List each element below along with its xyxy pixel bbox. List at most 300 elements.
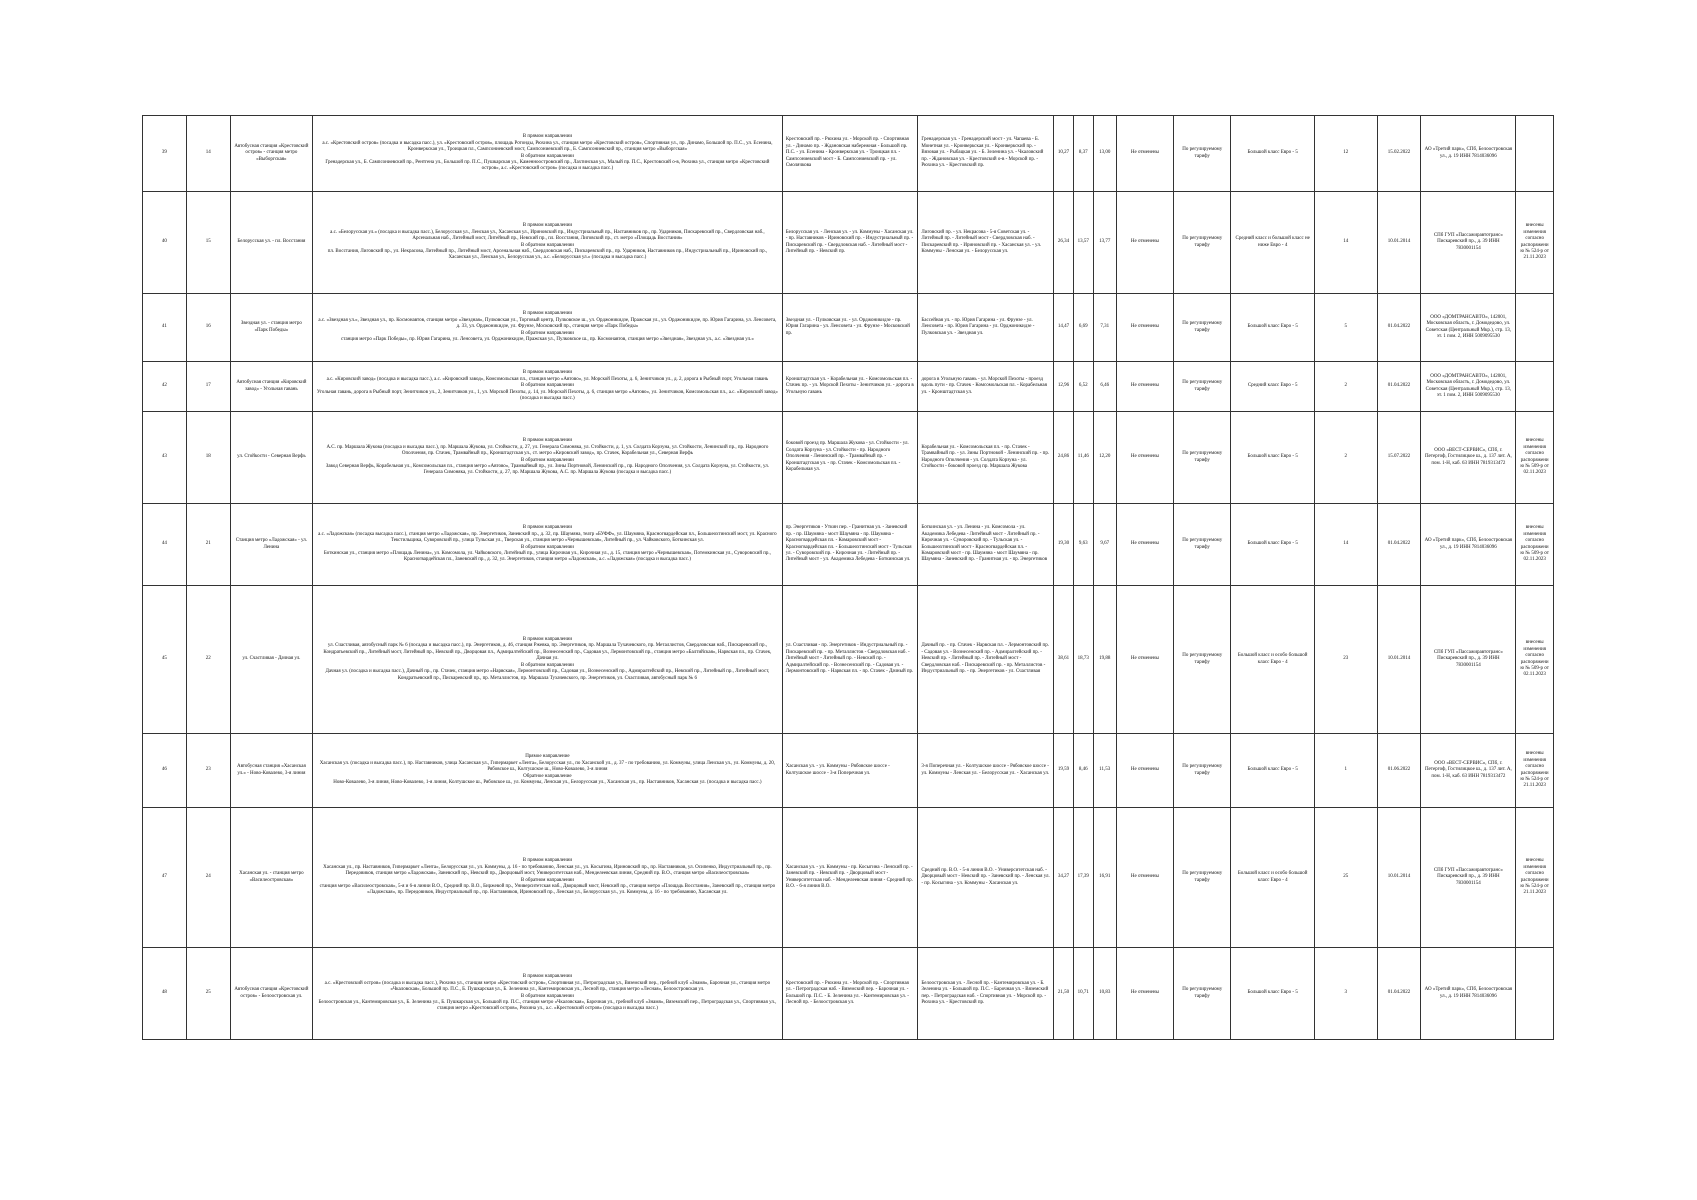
row-number-cell [143, 504, 187, 586]
vehicle-class: Большой класс и особо большой класс Евро - 4 [1237, 871, 1308, 883]
length-forward: 19,30 [1057, 541, 1070, 547]
vehicle-count: 14 [1343, 541, 1349, 547]
length-backward: 6,69 [1078, 324, 1088, 330]
route-number-cell [186, 192, 230, 294]
route-name-cell [230, 412, 312, 504]
length-backward: 8,37 [1078, 150, 1088, 156]
route-number: 22 [205, 656, 211, 662]
route-path-cell [313, 116, 783, 192]
start-date-cell [1377, 192, 1421, 294]
carrier: СПб ГУП «Пассажиравтотранс» Пискаревский пр., д. 39 ИНН 7830001154 [1433, 649, 1503, 668]
path-backward-stops: Ново-Ковалево, 3-я линия, Ново-Ковалево, 1-я линия, Колтушское ш., Рябовское ш., ул. Коммуны, Ленская ул., Белорусская ул., Хасанская ул., пр. Наставников, Хасанская ул. (посадка и высадка пасс.) [333, 780, 762, 786]
path-forward-stops: а.с. «Ладожская» (посадка высадка пасс.), станция метро «Ладожская», пр. Энергетиков, Заневский пр., д. 32, пр. Шаумяна, театр «БУФФ», ул. Шаумяна, Красногвардейская пл., Большеохтинский мост, ул. Красного Текстильщика, Суворовский пр., улица Тульская ул., Тверская ул., станция метро «Чернышевская», Литейный пр., ул. Чайковского, Боткинская ул. [318, 531, 777, 544]
streets-backward: Боткинская ул. - ул. Ленина - ул. Комсомола - ул. Академика Лебедева - Литейный мост - Литейный пр. - Кирочная ул. - Суворовский пр. - Тульская ул. - Большеохтинский мост - Красногвардейская пл. - Комаровский мост - пр. Шаумяна - мост Шаумяна - пр. Шаумяна - Заневский пр. - Гранитная ул. - пр. Энергетиков [921, 525, 1048, 563]
vehicle-class: Большой класс Евро - 5 [1247, 541, 1298, 547]
vehicle-class: Большой класс Евро - 5 [1247, 767, 1298, 773]
path-backward-stops: станция метро «Парк Победы», пр. Юрия Гагарина, ул. Ленсовета, ул. Орджоникидзе, Пражская ул., Пулковское ш., пр. Космонавтов, станция метро «Звездная», Звездная ул., а.с. «Звездная ул.» [340, 337, 754, 343]
route-number: 17 [205, 383, 211, 389]
route-number: 14 [205, 150, 211, 156]
route-path-cell [313, 412, 783, 504]
streets-backward-cell [918, 586, 1054, 734]
note-cell [1516, 362, 1554, 412]
carrier: ООО «ВЕСТ-СЕРВИС», СПб, г. Петергоф, Гостилицкое ш., д. 137 лит. А, пом. 1-Н, каб. 63 ИНН 7819313472 [1424, 447, 1512, 466]
row-number-cell [143, 294, 187, 362]
length-backward-cell [1073, 116, 1093, 192]
start-date-cell [1377, 362, 1421, 412]
route-name: Автобусная станция «Крестовский остров» - станция метро «Выборгская» [234, 143, 309, 162]
stops-status: Не отменены [1130, 767, 1159, 773]
length-forward: 19,59 [1057, 767, 1070, 773]
streets-backward: дорога в Угольную гавань - ул. Морской Пехоты - проезд вдоль пути - пр. Стачек - Комсомольская пл. - Корабельная ул. - Кронштадтская ул. [921, 376, 1047, 395]
path-backward-stops: Боткинская ул., станция метро «Площадь Ленина», ул. Комсомола, ул. Чайковского, Литейный пр., улица Кирочная ул., Кирочная ул., д. 15, станция метро «Чернышевская», Потемкинская ул., Суворовский пр., Красногвардейская пл., Заневский пр., д. 32, ул. Энергетиков, станция метро «Ладожская», а.с. «Ладожская» (посадка и высадка пасс.) [323, 550, 771, 563]
path-backward-heading: В обратном направлении [520, 993, 574, 999]
length-backward-cell [1073, 734, 1093, 808]
vehicle-count: 2 [1344, 454, 1347, 460]
row-number-cell [143, 362, 187, 412]
tariff-cell [1174, 412, 1231, 504]
start-date: 01.06.2022 [1387, 767, 1411, 773]
path-forward-stops: а.с. «Кировский завод» (посадка и высадка пасс.), а.с. «Кировский завод», Комсомольская пл., станция метро «Автово», ул. Морской Пехоты, д. 6, Зенитчиков ул., д. 2, дорога в Рыбный порт, Угольная гавань [326, 376, 769, 382]
length-forward-cell [1054, 504, 1074, 586]
length-forward-cell [1054, 294, 1074, 362]
route-name: Звездная ул. - станция метро «Парк Победы» [240, 321, 302, 333]
length-forward-cell [1054, 412, 1074, 504]
stops-status: Не отменены [1130, 541, 1159, 547]
vehicle-class-cell [1231, 294, 1314, 362]
length-backward: 11,46 [1077, 454, 1089, 460]
streets-backward: Гренадерская ул. - Гренадерский мост - ул. Чапаева - Б. Монетная ул. - Кронверкская ул. - Кронверкский пр. - Вязовая ул. - Рыбацкая ул. - Б. Зеленина ул. - Чкаловский пр. - Ждановская ул. - Крестовский о-в - Морской пр. - Рюхина ул. - Крестовский пр. [921, 137, 1044, 169]
route-path-cell [313, 192, 783, 294]
streets-forward: Звездная ул. - Пулковская ул. - ул. Орджоникидзе - пр. Юрия Гагарина - ул. Ленсовета - ул. Фрунзе - Московский пр. [785, 317, 910, 336]
length-backward: 13,57 [1077, 239, 1089, 245]
route-name: ул. Счастливая - Дачная ул. [242, 656, 301, 662]
vehicle-count-cell [1314, 586, 1377, 734]
note-cell [1516, 192, 1554, 294]
vehicle-class-cell [1231, 734, 1314, 808]
route-name-cell [230, 192, 312, 294]
route-path-cell [313, 734, 783, 808]
length-total-cell [1093, 808, 1116, 948]
note: внесены изменения согласно распоряжению № 509-р от 02.11.2023 [1520, 525, 1549, 563]
length-total-cell [1093, 948, 1116, 1040]
streets-forward-cell [782, 116, 918, 192]
streets-forward: пр. Энергетиков - Уткин пер. - Гранитная ул. - Заневский пр. - пр. Шаумяна - мост Шаумяна - пр. Шаумяна - Красногвардейская пл. - Комаровский мост - Красногвардейская пл. - Большеохтинский мост - Тульская ул. - Суворовский пр. - Кирочная ул. - Литейный пр. - Литейный мост - ул. Академика Лебедева - Боткинская ул. [785, 525, 912, 563]
vehicle-count-cell [1314, 294, 1377, 362]
length-total: 11,53 [1099, 767, 1111, 773]
tariff-cell [1174, 362, 1231, 412]
routes-table-body [143, 116, 1554, 1040]
row-number: 43 [161, 454, 167, 460]
table-row [143, 808, 1554, 948]
table-row [143, 412, 1554, 504]
table-row [143, 362, 1554, 412]
stops-status-cell [1116, 734, 1173, 808]
note-cell [1516, 294, 1554, 362]
stops-status: Не отменены [1130, 324, 1159, 330]
note-cell [1516, 412, 1554, 504]
streets-backward-cell [918, 948, 1054, 1040]
path-backward-stops: Угольная гавань, дорога в Рыбный порт, Зенитчиков ул., 2, Зенитчиков ул., 1, ул. Морской Пехоты, д. 14, ул. Морской Пехоты, д. 6, станция метро «Автово», ул. Зенитчиков, Комсомольская пл., а.с. «Кировский завод» (посадка и высадка пасс.) [316, 389, 778, 402]
length-forward: 14,47 [1057, 324, 1070, 330]
streets-backward: 3-я Поперечная ул. - Колтушское шоссе - Рябовское шоссе - ул. Коммуны - Ленская ул. - Белорусская ул. - Хасанская ул. [921, 764, 1050, 776]
stops-status-cell [1116, 808, 1173, 948]
length-backward-cell [1073, 586, 1093, 734]
streets-forward-cell [782, 294, 918, 362]
stops-status: Не отменены [1130, 383, 1159, 389]
vehicle-count-cell [1314, 192, 1377, 294]
carrier-cell [1421, 586, 1516, 734]
route-number-cell [186, 586, 230, 734]
route-name: Белорусская ул. - пл. Восстания [237, 239, 306, 245]
vehicle-count: 25 [1343, 874, 1349, 880]
length-total-cell [1093, 504, 1116, 586]
path-backward-heading: В обратном направлении [520, 153, 574, 159]
path-forward-heading: В прямом направлении [522, 223, 573, 229]
start-date-cell [1377, 808, 1421, 948]
vehicle-count-cell [1314, 116, 1377, 192]
vehicle-count-cell [1314, 948, 1377, 1040]
start-date-cell [1377, 116, 1421, 192]
route-path-cell [313, 586, 783, 734]
path-forward-heading: В прямом направлении [522, 134, 573, 140]
length-total-cell [1093, 362, 1116, 412]
vehicle-class: Большой класс Евро - 5 [1247, 150, 1298, 156]
path-forward-heading: В прямом направлении [522, 311, 573, 317]
length-backward-cell [1073, 412, 1093, 504]
vehicle-count-cell [1314, 504, 1377, 586]
stops-status-cell [1116, 412, 1173, 504]
vehicle-count-cell [1314, 412, 1377, 504]
start-date-cell [1377, 504, 1421, 586]
streets-forward-cell [782, 504, 918, 586]
start-date-cell [1377, 412, 1421, 504]
route-path-cell [313, 808, 783, 948]
tariff-cell [1174, 116, 1231, 192]
route-number: 25 [205, 990, 211, 996]
route-path-cell [313, 362, 783, 412]
note: внесены изменения согласно распоряжению № 524-р от 21.11.2023 [1520, 858, 1549, 896]
carrier: АО «Третий парк», СПб, Белоостровская ул., д. 19 ИНН 7814036096 [1424, 147, 1513, 159]
vehicle-class-cell [1231, 948, 1314, 1040]
tariff-cell [1174, 294, 1231, 362]
route-number-cell [186, 504, 230, 586]
vehicle-class-cell [1231, 412, 1314, 504]
tariff-cell [1174, 948, 1231, 1040]
streets-forward-cell [782, 948, 918, 1040]
stops-status: Не отменены [1130, 150, 1159, 156]
path-backward-stops: Завод Северная Верфь, Корабельная ул., Комсомольская пл., станция метро «Автово», Трамвайный пр., ул. Зины Портновой, Ленинский пр., пр. Народного Ополчения, ул. Солдата Корзуна, ул. Стойкости, ул. Генерала Симоняка, ул. Стойкости, д. 27, пр. Маршала Жукова, А.С. пр. Маршала Жукова (посадка и высадка пасс.) [325, 463, 769, 476]
path-forward-stops: а.с. «Крестовский остров» (посадка и высадка пасс.), Рюхина ул., станция метро «Крестовский остров», Спортивная ул., Петроградская ул., Вяземский пер., гребной клуб «Знамя», Барочная ул., станция метро «Чкаловская», Большой пр. П.С., Б. Пушкарская ул., Б. Зеленина ул., Кантемировская ул., Лесной пр., станция метро «Лесная», Белоостровская ул. [324, 980, 771, 993]
start-date: 10.01.2014 [1387, 239, 1411, 245]
tariff-cell [1174, 504, 1231, 586]
stops-status: Не отменены [1130, 239, 1159, 245]
path-backward-stops: Белоостровская ул., Кантемировская ул., Б. Зеленина ул., Б. Пушкарская ул., Большой пр. П.С., станция метро «Чкаловская», Барочная ул., гребной клуб «Знамя», Вяземский пер., Петроградская ул., Спортивная ул., станция метро «Крестовский остров», Рюхина ул., а.с. «Крестовский остров» (посадка и высадка пасс.) [318, 999, 777, 1012]
path-forward-stops: А.С. пр. Маршала Жукова (посадка и высадка пасс.), пр. Маршала Жукова, ул. Стойкости, д. 27, ул. Генерала Симоняка, ул. Стойкости, д. 1, ул. Солдата Корзуна, ул. Стойкости, Ленинский пр., пр. Народного Ополчения, пр. Стачек, Трамвайный пр., Кронштадтская ул., ст. метро «Кировский завод», пр. Стачек, Корабельная ул., Северная Верфь [326, 444, 769, 457]
path-backward-heading: В обратном направлении [520, 662, 574, 668]
route-name-cell [230, 362, 312, 412]
carrier-cell [1421, 412, 1516, 504]
row-number-cell [143, 586, 187, 734]
path-forward-heading: В прямом направлении [522, 525, 573, 531]
carrier-cell [1421, 808, 1516, 948]
vehicle-class: Большой класс Евро - 5 [1247, 324, 1298, 330]
route-name: Станция метро «Ладожская» - ул. Ленина [235, 538, 308, 550]
length-total: 13,00 [1099, 150, 1111, 156]
row-number-cell [143, 116, 187, 192]
tariff: По регулируемому тарифу [1182, 871, 1223, 883]
stops-status-cell [1116, 504, 1173, 586]
path-forward-stops: а.с. «Крестовский остров» (посадка и высадка пасс.), ул. «Крестовский остров», площадь Ротонды, Рюхина ул., станция метро «Крестовский остров», Спортивная ул., пр. Динамо, Большой пр. П.С., ул. Есенина, Кронверкская ул., Троицкая пл., Сампсониевский мост, Сампсониевский пр., Б. Сампсониевский пр., станция метро «Выборгская» [322, 140, 773, 153]
path-forward-heading: В прямом направлении [522, 637, 573, 643]
stops-status: Не отменены [1130, 874, 1159, 880]
length-backward: 6,52 [1078, 383, 1088, 389]
vehicle-count: 14 [1343, 239, 1349, 245]
length-backward-cell [1073, 294, 1093, 362]
start-date: 01.04.2022 [1387, 541, 1411, 547]
route-number: 16 [205, 324, 211, 330]
streets-backward-cell [918, 192, 1054, 294]
table-row [143, 586, 1554, 734]
path-forward-stops: Хасанская ул., пр. Наставников, Гипермаркет «Лента», Белорусская ул., ул. Коммуны, д. 16 - по требованию, Ленская ул., ул. Косыгина, Ириновский пр., пр. Наставников, ул. Осипенко, Индустриальный пр., пр. Передовиков, станция метро «Ладожская», Заневский пр., Невский пр., Дворцовый мост, Университетская наб., Менделеевская линия, Средний пр. В.О., станция метро «Василеостровская» [323, 864, 772, 877]
route-number: 24 [205, 874, 211, 880]
path-backward-stops: Гренадерская ул., Б. Сампсониевский пр., Рентгена ул., Большой пр. П.С., Пушкарская ул., Каменноостровский пр., Лахтинская ул., Малый пр. П.С., Крестовский о-в, Рюхина ул., станция метро «Крестовский остров», а.с. «Крестовский остров» (посадка и высадка пасс.) [325, 159, 770, 172]
streets-forward: Крестовский пр. - Рюхина ул. - Морской пр. - Спортивная ул. - Динамо пр. - Ждановская набережная - Большой пр. П.С. - ул. Есенина - Кронверкская ул. - Троицкая пл. - Сампсониевский мост - Б. Сампсониевский пр. - ул. Смолячкова [785, 137, 909, 169]
row-number: 41 [161, 324, 167, 330]
path-forward-stops: Хасанская ул. (посадка и высадка пасс.), пр. Наставников, улица Хасанская ул., Гипермаркет «Лента», Белорусская ул., по Хасанской ул., д. 37 - по требованию, ул. Коммуны, улица Ленская ул., ул. Коммуны, д. 20, Рябовское ш., Колтушское ш., Ново-Ковалево, 3-я линия [319, 760, 776, 773]
tariff: По регулируемому тарифу [1182, 653, 1223, 665]
start-date: 15.02.2022 [1387, 150, 1411, 156]
streets-forward: Хасанская ул. - ул. Коммуны - Рябовское шоссе - Колтушское шоссе - 3-я Поперечная ул. [785, 764, 890, 776]
row-number: 42 [161, 383, 167, 389]
length-total-cell [1093, 586, 1116, 734]
streets-forward: Кронштадтская ул. - Корабельная ул. - Комсомольская пл. - Стачек пр. - ул. Морской Пехоты - Зенитчиков ул. - дорога в Угольную гавань [785, 376, 914, 395]
vehicle-count: 12 [1343, 150, 1349, 156]
stops-status-cell [1116, 586, 1173, 734]
route-number: 23 [205, 767, 211, 773]
length-forward-cell [1054, 116, 1074, 192]
length-total-cell [1093, 192, 1116, 294]
streets-backward-cell [918, 116, 1054, 192]
length-backward-cell [1073, 192, 1093, 294]
path-forward-stops: ул. Счастливая, автобусный парк № 6 (посадка и высадка пасс.), пр. Энергетиков, д. 46, станция Ржевка, пр. Энергетиков, пр. Маршала Тухачевского, пр. Металлистов, Свердловская наб., Пискаревский пр., Кондратьевский пр., Литейный мост, Литейный пр., Невский пр., Дворцовая пл., Адмиралтейский пр., Вознесенский пр., Садовая ул., Лермонтовский пр., станция метро «Балтийская», Нарвская пл., пр. Стачек, Дачная ул. [323, 643, 772, 662]
note: внесены изменения согласно распоряжению № 509-р от 02.11.2023 [1520, 640, 1549, 678]
tariff: По регулируемому тарифу [1182, 321, 1223, 333]
tariff: По регулируемому тарифу [1182, 236, 1223, 248]
row-number: 46 [161, 767, 167, 773]
carrier-cell [1421, 734, 1516, 808]
length-total: 10,83 [1099, 990, 1111, 996]
table-row [143, 116, 1554, 192]
vehicle-class: Большой класс Евро - 5 [1247, 454, 1298, 460]
tariff-cell [1174, 192, 1231, 294]
streets-backward-cell [918, 504, 1054, 586]
route-number-cell [186, 362, 230, 412]
vehicle-count-cell [1314, 734, 1377, 808]
length-total-cell [1093, 734, 1116, 808]
length-forward: 24,86 [1057, 454, 1070, 460]
tariff: По регулируемому тарифу [1182, 538, 1223, 550]
note-cell [1516, 586, 1554, 734]
streets-forward-cell [782, 586, 918, 734]
streets-backward-cell [918, 412, 1054, 504]
note-cell [1516, 734, 1554, 808]
streets-backward: Дачный пр. - пр. Стачек - Нарвская пл. - Лермонтовский пр. - Садовая ул. - Вознесенский пр. - Адмиралтейский пр. - Невский пр. - Литейный пр. - Литейный мост - Свердловская наб. - Пискаревский пр. - пр. Металлистов - Индустриальный пр. - пр. Энергетиков - ул. Счастливая [921, 643, 1049, 675]
length-total: 6,46 [1100, 383, 1110, 389]
route-path-cell [313, 948, 783, 1040]
stops-status: Не отменены [1130, 990, 1159, 996]
vehicle-count-cell [1314, 362, 1377, 412]
streets-backward: Бассейная ул. - пр. Юрия Гагарина - ул. Фрунзе - ул. Ленсовета - пр. Юрия Гагарина - ул. Орджоникидзе - Пулковская ул. - Звездная ул. [921, 317, 1035, 336]
carrier-cell [1421, 192, 1516, 294]
length-backward-cell [1073, 362, 1093, 412]
carrier-cell [1421, 504, 1516, 586]
route-name-cell [230, 948, 312, 1040]
note: внесены изменения согласно распоряжению № 509-р от 02.11.2023 [1520, 438, 1549, 476]
row-number-cell [143, 412, 187, 504]
vehicle-class: Большой класс Евро - 5 [1247, 990, 1298, 996]
streets-forward: Крестовский пр. - Рюхина ул. - Морской пр. - Спортивная ул. - Петроградская наб. - Вяземский пер. - Барочная ул. - Большой пр. П.С. - Б. Зеленина ул. - Кантемировская ул. - Лесной пр. - Белоостровская ул. [785, 980, 909, 1005]
length-total-cell [1093, 294, 1116, 362]
carrier-cell [1421, 116, 1516, 192]
stops-status-cell [1116, 192, 1173, 294]
table-row [143, 294, 1554, 362]
streets-backward: Белоостровская ул. - Лесной пр. - Кантемировская ул. - Б. Зеленина ул. - Большой пр. П.С. - Барочная ул. - Вяземский пер. - Петроградская наб. - Спортивная ул. - Морской пр. - Рюхина ул. - Крестовский пр. [921, 980, 1049, 1005]
routes-table [142, 115, 1554, 1040]
vehicle-count: 3 [1344, 990, 1347, 996]
carrier: ООО «ВЕСТ-СЕРВИС», СПб, г. Петергоф, Гостилицкое ш., д. 137 лит. А, пом. 1-Н, каб. 63 ИНН 7819313472 [1424, 760, 1512, 779]
path-forward-heading: В прямом направлении [522, 858, 573, 864]
length-total-cell [1093, 116, 1116, 192]
length-backward: 18,73 [1077, 656, 1089, 662]
note: внесены изменения согласно распоряжению № 524-р от 21.11.2023 [1520, 223, 1549, 261]
streets-forward: Белорусская ул. - Ленская ул. - ул. Коммуны - Хасанская ул. - пр. Наставников - Ириновский пр. - Индустриальный пр. - Пискаревский пр. - Свердловская наб. - Литейный мост - Литейный пр. - Невский пр. [785, 229, 914, 254]
route-number-cell [186, 294, 230, 362]
route-name: Автобусная станция «Крестовский остров» - Белоостровская ул. [234, 987, 309, 999]
note-cell [1516, 504, 1554, 586]
streets-backward: Лиговский пр. - ул. Некрасова - 5-я Советская ул. - Литейный пр. - Литейный мост - Свердловская наб. - Пискаревский пр. - Ириновский пр. - Хасанская ул. - ул. Коммуны - Ленская ул. - Белорусская ул. [921, 229, 1042, 254]
row-number: 39 [161, 150, 167, 156]
streets-forward-cell [782, 808, 918, 948]
path-forward-stops: а.с. «Звездная ул.», Звездная ул., пр. Космонавтов, станция метро «Звездная», Пулковская ул., Торговый центр, Пулковское ш., ул. Орджоникидзе, Пражская ул., ул. Орджоникидзе, пр. Юрия Гагарина, ул. Ленсовета, д. 33, ул. Орджоникидзе, ул. Фрунзе, Московский пр., станция метро «Парк Победы» [318, 317, 777, 330]
route-path-cell [313, 504, 783, 586]
path-backward-stops: Дачная ул. (посадка и высадка пасс.), Дачный пр., пр. Стачек, станция метро «Нарвская», Лермонтовский пр., Садовая ул., Вознесенский пр., Адмиралтейский пр., Невский пр., Литейный пр., Литейный мост, Кондратьевский пр., Пискаревский пр., пр. Металлистов, пр. Маршала Тухачевского, пр. Энергетиков, ул. Счастливая, автобусный парк № 6 [325, 669, 770, 681]
start-date: 01.04.2022 [1387, 324, 1411, 330]
streets-forward-cell [782, 734, 918, 808]
vehicle-count-cell [1314, 808, 1377, 948]
streets-backward-cell [918, 808, 1054, 948]
length-total: 7,31 [1100, 324, 1110, 330]
start-date: 10.01.2014 [1387, 656, 1411, 662]
table-row [143, 192, 1554, 294]
path-backward-heading: В обратном направлении [520, 544, 574, 550]
path-backward-stops: пл. Восстания, Лиговский пр., ул. Некрасова, Литейный пр., Литейный мост, Арсенальная наб., Свердловская наб., Пискаревский пр., пр. Ударников, Наставников пр., Индустриальный пр., Ириновский пр., Хасанская ул., Ленская ул., Белорусская ул., а.с. «Белорусская ул.» (посадка и высадка пасс.) [327, 248, 768, 261]
length-backward: 17,39 [1077, 874, 1089, 880]
vehicle-class: Средний класс и большой класс не ниже Евро - 4 [1235, 236, 1310, 248]
length-forward-cell [1054, 586, 1074, 734]
stops-status: Не отменены [1130, 656, 1159, 662]
tariff: По регулируемому тарифу [1182, 451, 1223, 463]
length-forward: 12,96 [1057, 383, 1070, 389]
route-number-cell [186, 734, 230, 808]
route-number-cell [186, 412, 230, 504]
streets-backward-cell [918, 294, 1054, 362]
streets-backward-cell [918, 734, 1054, 808]
route-path-cell [313, 294, 783, 362]
table-row [143, 504, 1554, 586]
row-number-cell [143, 948, 187, 1040]
vehicle-count: 5 [1344, 324, 1347, 330]
path-backward-stops: станция метро «Василеостровская», 5-я и 6-я линии В.О., Средний пр. В.О., Биржевой пр., Университетская наб., Дворцовый мост, Невский пр., станция метро «Площадь Восстания», Заневский пр., станция метро «Ладожская», пр. Передовиков, Индустриальный пр., пр. Наставников, Ириновский пр., Ленская ул., Белорусская ул., ул. Коммуны, д. 16 - по требованию, Хасанская ул. [319, 883, 776, 896]
route-number-cell [186, 808, 230, 948]
start-date: 10.01.2014 [1387, 874, 1411, 880]
stops-status: Не отменены [1130, 454, 1159, 460]
table-row [143, 948, 1554, 1040]
route-name: Хасанская ул. - станция метро «Василеостровская» [239, 871, 304, 883]
route-name: Автобусная станция «Кировский завод» - Угольная гавань [236, 380, 307, 392]
length-forward: 21,50 [1057, 990, 1070, 996]
route-name-cell [230, 116, 312, 192]
path-forward-heading: В прямом направлении [522, 974, 573, 980]
length-backward-cell [1073, 504, 1093, 586]
row-number: 48 [161, 990, 167, 996]
length-forward: 34,27 [1057, 874, 1070, 880]
row-number-cell [143, 808, 187, 948]
length-total-cell [1093, 412, 1116, 504]
length-forward: 38,61 [1057, 656, 1070, 662]
tariff: По регулируемому тарифу [1182, 987, 1223, 999]
route-name: ул. Стойкости - Северная Верфь [237, 454, 306, 460]
length-total: 9,67 [1100, 541, 1110, 547]
streets-backward: Средний пр. В.О. - 5-я линия В.О. - Университетская наб. - Дворцовый мост - Невский пр. - Заневский пр. - Ленская ул. - пр. Косыгина - ул. Коммуны - Хасанская ул. [921, 867, 1050, 886]
route-number: 21 [205, 541, 211, 547]
length-backward: 9,63 [1078, 541, 1088, 547]
length-total: 13,77 [1099, 239, 1111, 245]
tariff-cell [1174, 808, 1231, 948]
start-date: 01.04.2022 [1387, 383, 1411, 389]
path-backward-heading: В обратном направлении [520, 877, 574, 883]
stops-status-cell [1116, 294, 1173, 362]
note-cell [1516, 808, 1554, 948]
streets-forward: ул. Счастливая - пр. Энергетиков - Индустриальный пр. - Пискаревский пр. - пр. Металлистов - Свердловская наб. - Литейный мост - Литейный пр. - Невский пр. - Адмиралтейский пр. - Вознесенский пр. - Садовая ул. - Лермонтовский пр. - Нарвская пл. - пр. Стачек - Дачный пр. [785, 643, 914, 675]
length-forward-cell [1054, 808, 1074, 948]
stops-status-cell [1116, 948, 1173, 1040]
route-number: 15 [205, 239, 211, 245]
tariff: По регулируемому тарифу [1182, 147, 1223, 159]
route-name-cell [230, 734, 312, 808]
route-number-cell [186, 116, 230, 192]
route-name-cell [230, 504, 312, 586]
streets-forward: Хасанская ул. - ул. Коммуны - пр. Косыгина - Ленский пр. - Заневский пр. - Невский пр. - Дворцовый мост - Университетская наб. - Менделеевская линия - Средний пр. В.О. - 6-я линия В.О. [785, 864, 913, 889]
vehicle-class: Средний класс Евро - 5 [1247, 383, 1298, 389]
path-backward-heading: В обратном направлении [520, 457, 574, 463]
vehicle-count: 23 [1343, 656, 1349, 662]
row-number: 45 [161, 656, 167, 662]
note-cell [1516, 948, 1554, 1040]
start-date: 15.07.2022 [1387, 454, 1411, 460]
tariff: По регулируемому тарифу [1182, 380, 1223, 392]
length-total: 12,20 [1099, 454, 1111, 460]
route-name-cell [230, 808, 312, 948]
path-forward-heading: В прямом направлении [522, 370, 573, 376]
tariff-cell [1174, 586, 1231, 734]
length-total: 19,88 [1099, 656, 1111, 662]
tariff-cell [1174, 734, 1231, 808]
start-date-cell [1377, 294, 1421, 362]
streets-forward-cell [782, 362, 918, 412]
stops-status-cell [1116, 362, 1173, 412]
length-backward: 8,46 [1078, 767, 1088, 773]
vehicle-class-cell [1231, 116, 1314, 192]
